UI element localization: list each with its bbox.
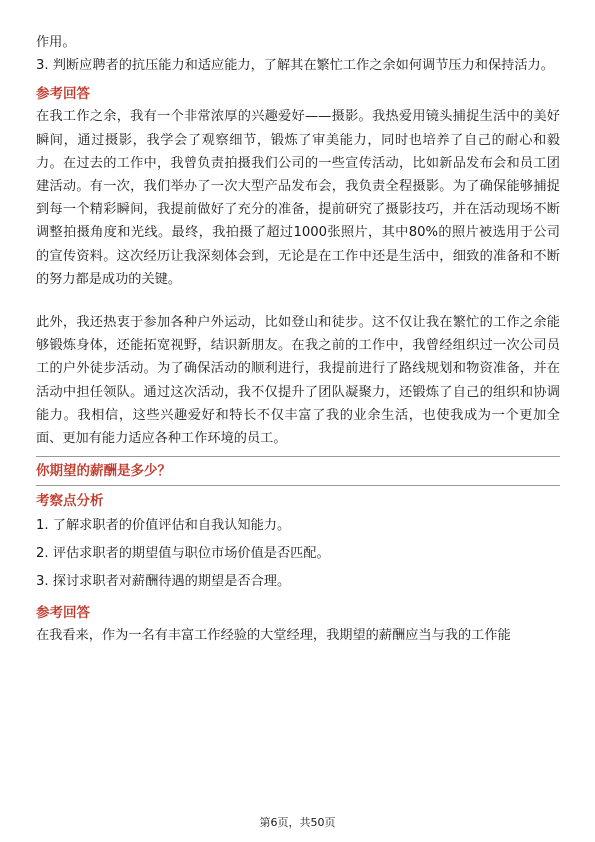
answer-heading-2: 参考回答 [36, 605, 90, 622]
spacer [36, 291, 560, 311]
document-page [36, 31, 560, 647]
intro-continuation: 作用。 [36, 35, 76, 50]
page-number: 第6页，共50页 [259, 816, 336, 829]
analysis-point-2: 2. 评估求职者的期望值与职位市场价值是否匹配。 [36, 546, 330, 562]
answer-paragraph-1: 在我工作之余，我有一个非常浓厚的兴趣爱好——摄影。我热爱用镜头捕捉生活中的美好瞬间，通过摄影，我学会了观察细节，锻炼了审美能力，同时也培养了自己的耐心和毅力。在过去的工作中，我曾负责拍摄我们公司的一些宣传活动，比如新品发布会和员工团建活动。有一次，我们举办了一次大型产品发布会，我负责全程摄影。为了确保能够捕捉到每一个精彩瞬间，我提前做好了充分的准备，提前研究了摄影技巧，并在活动现场不断调整拍摄角度和光线。最终，我拍摄了超过1000张照片，其中80%的照片被选用于公司的宣传资料。这次经历让我深刻体会到，无论是在工作中还是生活中，细致的准备和不断的努力都是成功的关键。 [36, 109, 560, 287]
analysis-heading: 考察点分析 [36, 493, 104, 510]
question-box [36, 456, 560, 486]
question-title: 你期望的薪酬是多少？ [36, 463, 171, 480]
answer-paragraph-2: 此外，我还热衷于参加各种户外运动，比如登山和徒步。这不仅让我在繁忙的工作之余能够锻炼身体，还能拓宽视野，结识新朋友。在我之前的工作中，我曾经组织过一次公司员工的户外徒步活动。为了确保活动的顺利进行，我提前进行了路线规划和物资准备，并在活动中担任领队。通过这次活动，我不仅提升了团队凝聚力，还锻炼了自己的组织和协调能力。我相信，这些兴趣爱好和特长不仅丰富了我的业余生活，也使我成为一个更加全面、更加有能力适应各种工作环境的员工。 [36, 315, 560, 447]
analysis-point-3: 3. 探讨求职者对薪酬待遇的期望是否合理。 [36, 574, 291, 590]
answer-heading: 参考回答 [36, 86, 90, 103]
intro-point-3: 3. 判断应聘者的抗压能力和适应能力，了解其在繁忙工作之余如何调节压力和保持活力。 [36, 58, 554, 74]
analysis-point-1: 1. 了解求职者的价值评估和自我认知能力。 [36, 518, 291, 534]
answer-text-2: 在我看来，作为一名有丰富工作经验的大堂经理，我期望的薪酬应当与我的工作能 [36, 628, 511, 644]
